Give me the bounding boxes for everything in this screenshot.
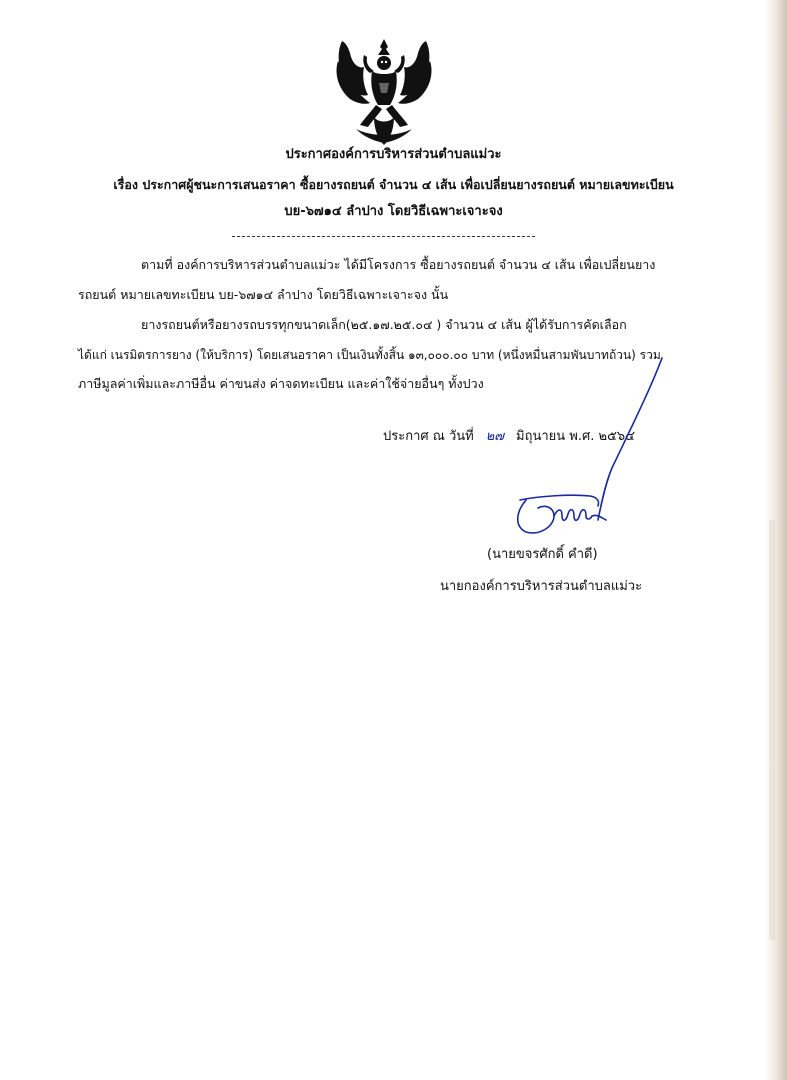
para2-line1: ยางรถยนต์หรือยางรถบรรทุกขนาดเล็ก(๒๕.๑๗.๒๕.๐๔ ) จำนวน ๔ เส้น ผู้ได้รับการคัดเลือก <box>141 317 627 332</box>
para1-line2: รถยนต์ หมายเลขทะเบียน บย-๖๗๑๔ ลำปาง โดยวิธีเฉพาะเจาะจง นั้น <box>78 287 449 302</box>
signatory-name: (นายขจรศักดิ์ คำดี) <box>487 547 598 562</box>
handwritten-signature <box>430 350 680 550</box>
date-month-year: มิถุนายน พ.ศ. ๒๕๖๔ <box>516 429 635 444</box>
para1-line1: ตามที่ องค์การบริหารส่วนตำบลแม่วะ ได้มีโครงการ ซื้อยางรถยนต์ จำนวน ๔ เส้น เพื่อเปลี่ยนยาง <box>141 257 656 272</box>
subject-line-1: เรื่อง ประกาศผู้ชนะการเสนอราคา ซื้อยางรถยนต์ จำนวน ๔ เส้น เพื่อเปลี่ยนยางรถยนต์ หมายเลขทะเบียน <box>113 177 674 192</box>
signatory-position: นายกองค์การบริหารส่วนตำบลแม่วะ <box>440 579 643 594</box>
announcement-title: ประกาศองค์การบริหารส่วนตำบลแม่วะ <box>285 147 502 162</box>
garuda-emblem-icon <box>334 33 434 149</box>
separator-line <box>232 236 535 237</box>
para2-line3: ภาษีมูลค่าเพิ่มและภาษีอื่น ค่าขนส่ง ค่าจดทะเบียน และค่าใช้จ่ายอื่นๆ ทั้งปวง <box>78 376 484 391</box>
date-prefix: ประกาศ ณ วันที่ <box>383 429 474 444</box>
date-day-handwritten: ๒๗ <box>485 429 505 444</box>
paper-stain <box>769 520 775 940</box>
para2-line2: ได้แก่ เนรมิตรการยาง (ให้บริการ) โดยเสนอราคา เป็นเงินทั้งสิ้น ๑๓,๐๐๐.๐๐ บาท (หนึ่งหมื่นสามพันบาทถ้วน) รวม <box>78 348 661 362</box>
subject-line-2: บย-๖๗๑๔ ลำปาง โดยวิธีเฉพาะเจาะจง <box>284 204 503 219</box>
